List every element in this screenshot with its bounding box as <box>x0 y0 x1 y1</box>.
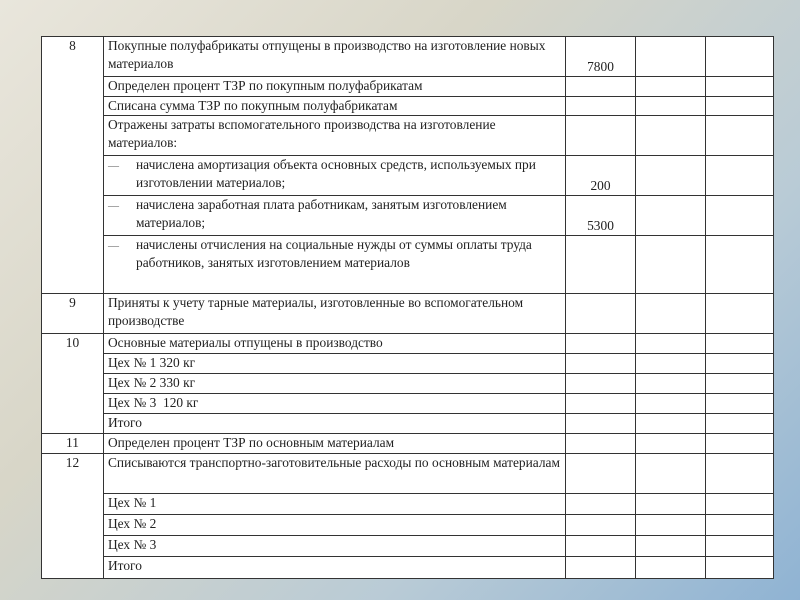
operation-text: начислена заработная плата работникам, занятым изготовлением материалов; <box>136 197 507 230</box>
operation-cell: Приняты к учету тарные материалы, изготовленные во вспомогательном производстве <box>104 294 566 334</box>
credit-cell <box>706 515 774 536</box>
debit-cell <box>636 196 706 236</box>
table-row <box>42 454 774 494</box>
amount-cell <box>566 454 636 494</box>
operation-cell: Определен процент ТЗР по основным материалам <box>104 434 566 454</box>
debit-cell <box>636 434 706 454</box>
debit-cell <box>636 394 706 414</box>
operation-cell: Итого <box>104 557 566 579</box>
debit-cell <box>636 37 706 77</box>
amount-cell <box>566 494 636 515</box>
amount-cell <box>566 515 636 536</box>
row-number: 10 <box>42 334 104 434</box>
amount-cell <box>566 414 636 434</box>
operation-cell: Покупные полуфабрикаты отпущены в производство на изготовление новых материалов <box>104 37 566 77</box>
credit-cell <box>706 374 774 394</box>
operation-cell: Цех № 1 <box>104 494 566 515</box>
debit-cell <box>636 97 706 116</box>
debit-cell <box>636 515 706 536</box>
credit-cell <box>706 116 774 156</box>
row-number: 12 <box>42 454 104 579</box>
table-row <box>42 116 774 156</box>
operation-cell: Отражены затраты вспомогательного производства на изготовление материалов: <box>104 116 566 156</box>
dash-marker <box>108 196 136 232</box>
amount-cell <box>566 434 636 454</box>
table-row <box>42 156 774 196</box>
operation-cell <box>104 196 566 236</box>
operation-cell: Списана сумма ТЗР по покупным полуфабрикатам <box>104 97 566 116</box>
operation-cell: Цех № 3 120 кг <box>104 394 566 414</box>
credit-cell <box>706 557 774 579</box>
row-number: 9 <box>42 294 104 334</box>
credit-cell <box>706 454 774 494</box>
table-row <box>42 557 774 579</box>
operation-cell: Списываются транспортно-заготовительные расходы по основным материалам <box>104 454 566 494</box>
table-row <box>42 374 774 394</box>
credit-cell <box>706 236 774 294</box>
amount-cell <box>566 236 636 294</box>
table-row <box>42 37 774 77</box>
operation-cell: Основные материалы отпущены в производство <box>104 334 566 354</box>
operation-cell: Цех № 3 <box>104 536 566 557</box>
debit-cell <box>636 354 706 374</box>
debit-cell <box>636 454 706 494</box>
amount-cell <box>566 97 636 116</box>
row-number: 8 <box>42 37 104 294</box>
debit-cell <box>636 294 706 334</box>
operation-text: начислены отчисления на социальные нужды от суммы оплаты труда работников, занятых изготовлением материалов <box>136 237 532 270</box>
debit-cell <box>636 156 706 196</box>
amount-cell <box>566 394 636 414</box>
debit-cell <box>636 116 706 156</box>
debit-cell <box>636 557 706 579</box>
table-row <box>42 294 774 334</box>
credit-cell <box>706 414 774 434</box>
amount-cell <box>566 557 636 579</box>
row-number: 11 <box>42 434 104 454</box>
debit-cell <box>636 77 706 97</box>
credit-cell <box>706 494 774 515</box>
amount-cell <box>566 354 636 374</box>
debit-cell <box>636 494 706 515</box>
operation-cell: Определен процент ТЗР по покупным полуфабрикатам <box>104 77 566 97</box>
table-row <box>42 434 774 454</box>
amount-cell: 200 <box>566 156 636 196</box>
credit-cell <box>706 97 774 116</box>
amount-cell <box>566 116 636 156</box>
table-row <box>42 515 774 536</box>
table-row <box>42 536 774 557</box>
operation-cell <box>104 236 566 294</box>
amount-cell <box>566 536 636 557</box>
debit-cell <box>636 374 706 394</box>
dash-marker <box>108 156 136 192</box>
credit-cell <box>706 354 774 374</box>
debit-cell <box>636 236 706 294</box>
credit-cell <box>706 394 774 414</box>
table-row <box>42 494 774 515</box>
amount-cell <box>566 374 636 394</box>
credit-cell <box>706 536 774 557</box>
amount-cell: 5300 <box>566 196 636 236</box>
operation-cell <box>104 156 566 196</box>
credit-cell <box>706 334 774 354</box>
operation-cell: Цех № 2 330 кг <box>104 374 566 394</box>
operation-cell: Цех № 2 <box>104 515 566 536</box>
dash-marker <box>108 236 136 272</box>
table-row <box>42 77 774 97</box>
credit-cell <box>706 77 774 97</box>
amount-cell <box>566 77 636 97</box>
table-row <box>42 354 774 374</box>
credit-cell <box>706 37 774 77</box>
debit-cell <box>636 414 706 434</box>
table-row <box>42 196 774 236</box>
debit-cell <box>636 536 706 557</box>
credit-cell <box>706 294 774 334</box>
credit-cell <box>706 156 774 196</box>
table-row <box>42 394 774 414</box>
document-sheet <box>41 36 773 578</box>
credit-cell <box>706 196 774 236</box>
amount-cell: 7800 <box>566 37 636 77</box>
table-row <box>42 97 774 116</box>
table-row <box>42 334 774 354</box>
operation-cell: Цех № 1 320 кг <box>104 354 566 374</box>
debit-cell <box>636 334 706 354</box>
table-row <box>42 414 774 434</box>
accounting-table <box>41 36 774 579</box>
credit-cell <box>706 434 774 454</box>
table-row <box>42 236 774 294</box>
operation-cell: Итого <box>104 414 566 434</box>
amount-cell <box>566 294 636 334</box>
amount-cell <box>566 334 636 354</box>
operation-text: начислена амортизация объекта основных средств, используемых при изготовлении материалов; <box>136 157 536 190</box>
